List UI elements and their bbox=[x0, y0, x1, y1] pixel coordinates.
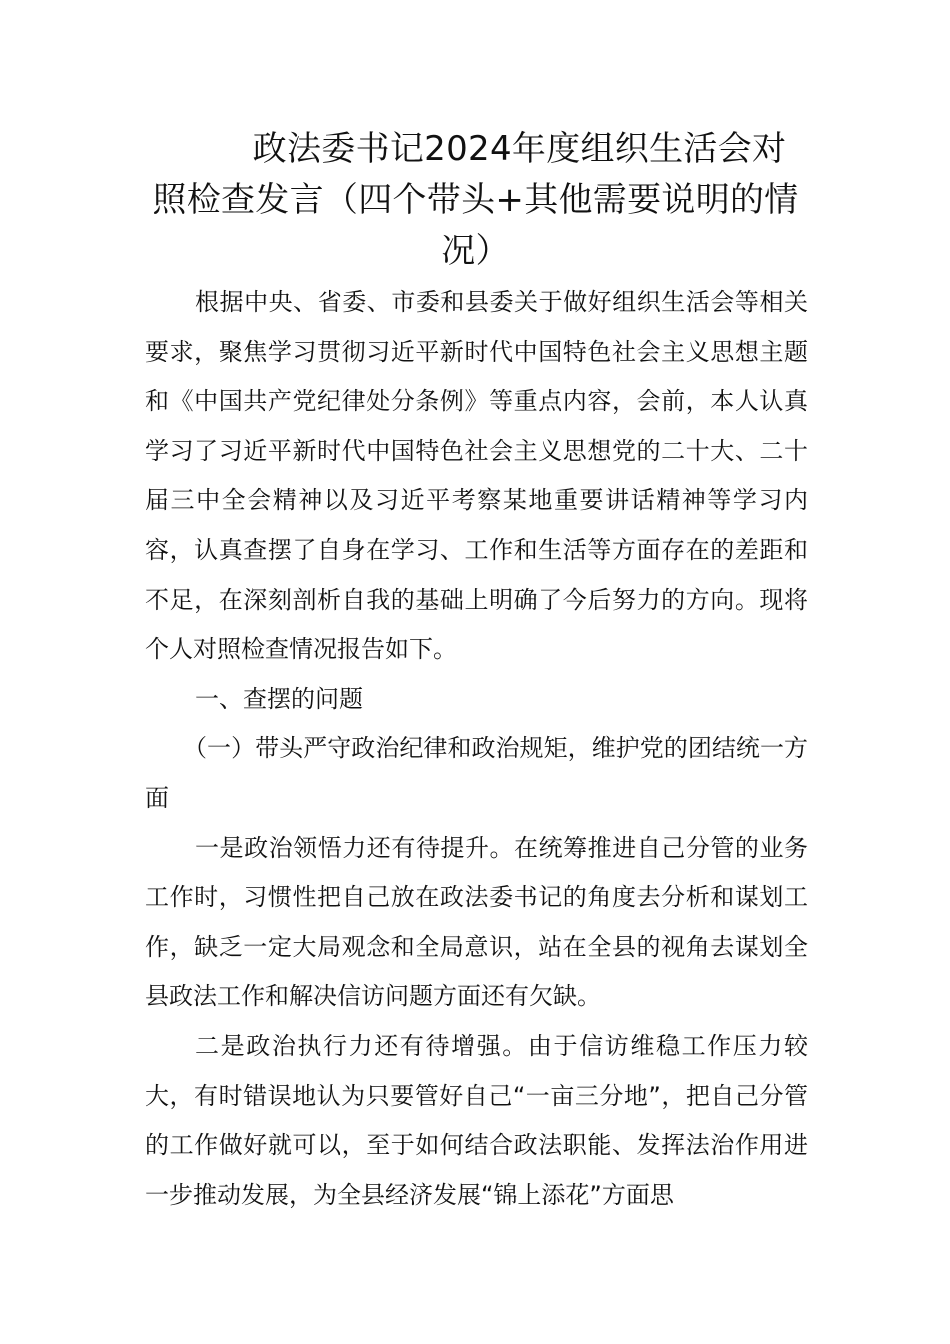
intro-paragraph: 根据中央、省委、市委和县委关于做好组织生活会等相关要求，聚焦学习贯彻习近平新时代中国特色社会主义思想主题和《中国共产党纪律处分条例》等重点内容，会前，本人认真学习了习近平新时代中国特色社会主义思想党的二十大、二十届三中全会精神以及习近平考察某地重要讲话精神等学习内容，认真查摆了自身在学习、工作和生活等方面存在的差距和不足，在深刻剖析自我的基础上明确了今后努力的方向。现将个人对照检查情况报告如下。 bbox=[145, 288, 808, 664]
subsection-heading-political-discipline: （一）带头严守政治纪律和政治规矩，维护党的团结统一方面 bbox=[145, 734, 808, 812]
title-line-3: 况） bbox=[441, 231, 510, 271]
document-title bbox=[143, 124, 808, 277]
paragraph-point-2: 二是政治执行力还有待增强。由于信访维稳工作压力较大，有时错误地认为只要管好自己“一亩三分地”，把自己分管的工作做好就可以，至于如何结合政法职能、发挥法治作用进一步推动发展，为全县经济发展“锦上添花”方面思 bbox=[145, 1031, 808, 1209]
title-line-1: 政法委书记2024年度组织生活会对 bbox=[252, 129, 787, 169]
document-body bbox=[145, 278, 808, 1220]
paragraph-point-1: 一是政治领悟力还有待提升。在统筹推进自己分管的业务工作时，习惯性把自己放在政法委书记的角度去分析和谋划工作，缺乏一定大局观念和全局意识，站在全县的视角去谋划全县政法工作和解决信访问题方面还有欠缺。 bbox=[145, 833, 808, 1011]
section-heading-problems: 一、查摆的问题 bbox=[195, 684, 363, 713]
title-line-2: 照检查发言（四个带头+其他需要说明的情 bbox=[152, 180, 799, 220]
